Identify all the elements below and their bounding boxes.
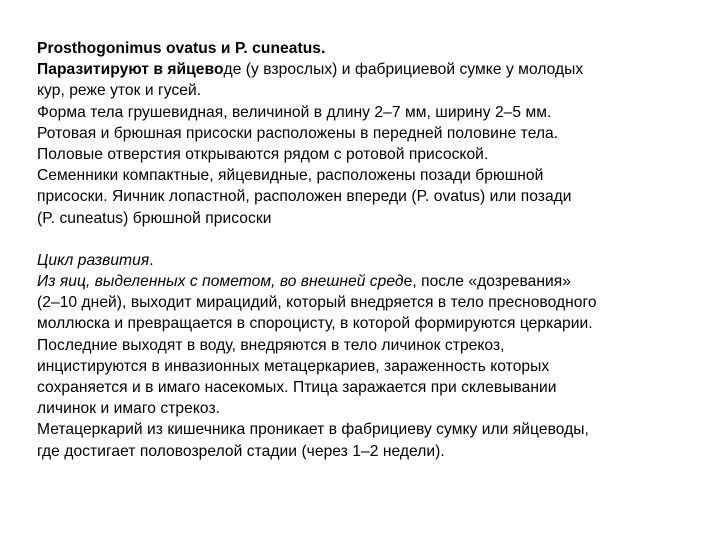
para1-line-5: Половые отверстия открываются рядом с ротовой присоской.: [37, 145, 489, 163]
cycle-line-3: моллюска и превращается в спороцисту, в которой формируются церкарии.: [37, 315, 593, 333]
cycle-line-9: где достигает половозрелой стадии (через 1–2 недели).: [37, 442, 445, 460]
para1-line-8: (P. cuneatus) брюшной присоски: [37, 209, 272, 227]
para1-line-1: [37, 59, 697, 80]
heading-species-1: Prosthogonimus ovatus: [37, 40, 217, 57]
para1-line-2: кур, реже уток и гусей.: [37, 82, 202, 100]
cycle-line-1-rest: е, после «дозревания»: [403, 273, 571, 291]
para1-line-1-bold: Паразитируют в яйцево: [37, 61, 224, 79]
heading-species-2: P. cuneatus.: [234, 40, 326, 57]
cycle-line-1: [37, 271, 697, 292]
cycle-line-8: Метацеркарий из кишечника проникает в фабрициеву сумку или яйцеводы,: [37, 421, 589, 439]
para1-line-4: Ротовая и брюшная присоски расположены в передней половине тела.: [37, 124, 559, 142]
text-block: [37, 38, 697, 462]
paragraph-spacer: [37, 229, 697, 250]
cycle-line-6: сохраняется и в имаго насекомых. Птица заражается при склевывании: [37, 379, 557, 396]
cycle-line-4: Последние выходят в воду, внедряются в тело личинок стрекоз,: [37, 336, 505, 354]
cycle-line-1-italic: Из яиц, выделенных с пометом, во внешней сред: [37, 273, 404, 291]
cycle-title: [37, 250, 697, 271]
cycle-line-7: личинок и имаго стрекоз.: [37, 400, 221, 418]
cycle-line-2: (2–10 дней), выходит мирацидий, который внедряется в тело пресноводного: [37, 294, 597, 312]
para1-line-1-rest: де (у взрослых) и фабрициевой сумке у молодых: [223, 61, 584, 79]
para1-line-7: присоски. Яичник лопастной, расположен впереди (P. ovatus) или позади: [37, 188, 572, 206]
cycle-title-text: Цикл развития: [37, 251, 150, 269]
heading: [37, 38, 697, 59]
heading-conjunction: и: [216, 40, 235, 57]
para1-line-6: Семенники компактные, яйцевидные, расположены позади брюшной: [37, 167, 544, 185]
cycle-title-end: .: [149, 251, 154, 269]
para1-line-3: Форма тела грушевидная, величиной в длину 2–7 мм, ширину 2–5 мм.: [37, 103, 552, 121]
cycle-line-5: инцистируются в инвазионных метацеркариев, зараженность которых: [37, 357, 550, 375]
